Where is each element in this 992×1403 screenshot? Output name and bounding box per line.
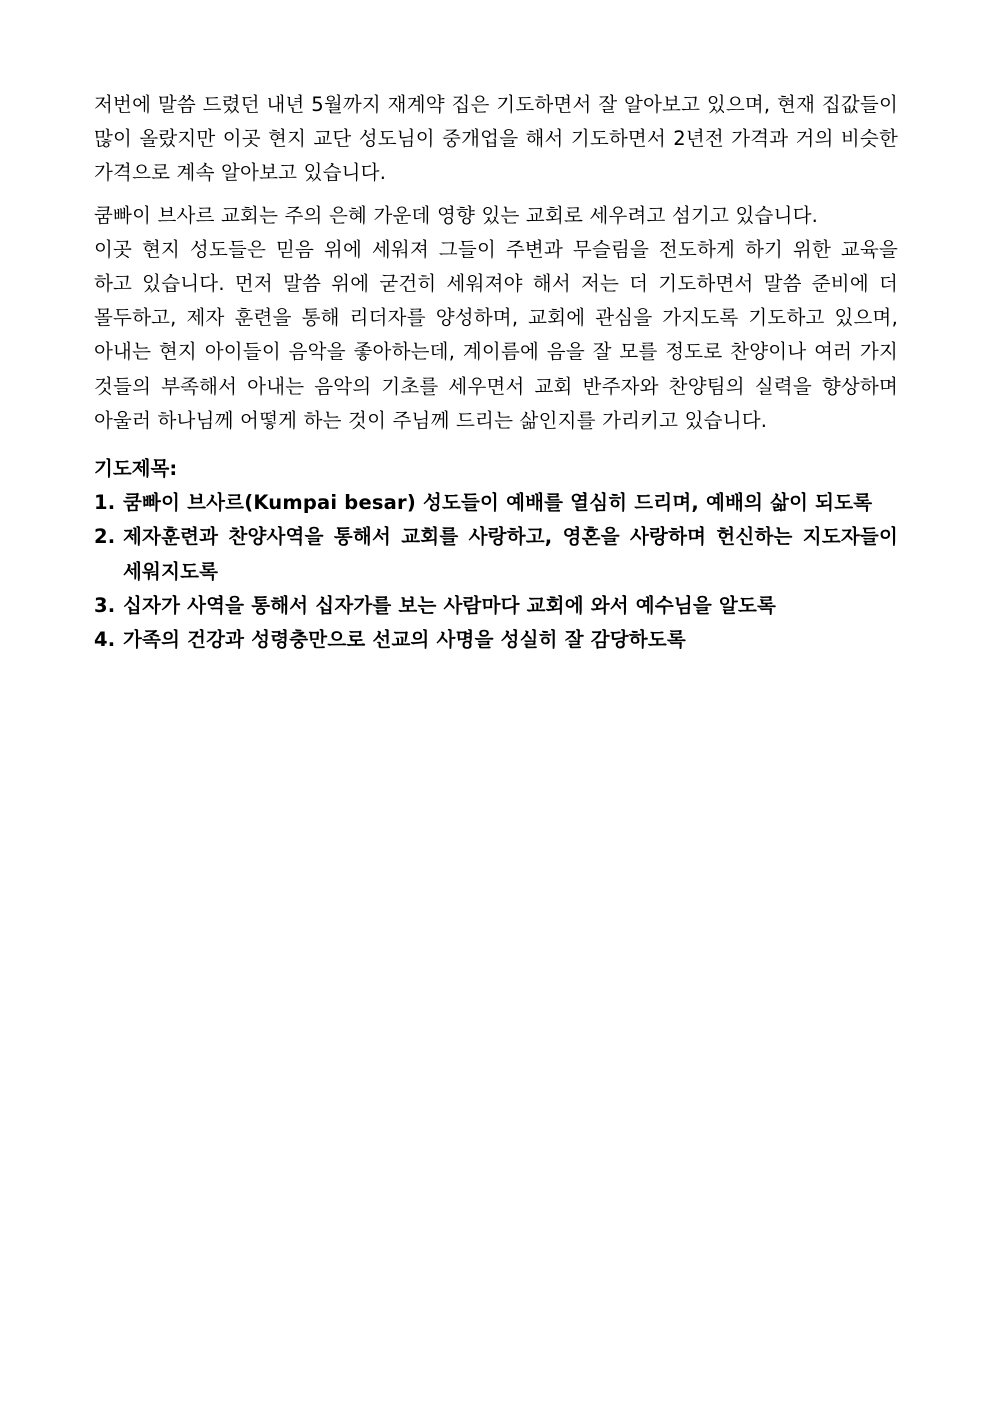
paragraph-housing: 저번에 말씀 드렸던 내년 5월까지 재계약 집은 기도하면서 잘 알아보고 있으며, 현재 집값들이 많이 올랐지만 이곳 현지 교단 성도님이 중개업을 해서 기도하면서 2년전 가격과 거의 비슷한 가격으로 계속 알아보고 있습니다. <box>94 93 898 185</box>
prayer-item <box>94 589 898 623</box>
prayer-item-text: 쿰빠이 브사르(Kumpai besar) 성도들이 예배를 열심히 드리며, 예배의 삶이 되도록 <box>123 491 873 515</box>
prayer-list <box>94 486 898 657</box>
prayer-item-number: 1. <box>94 491 116 515</box>
document-page <box>94 88 898 657</box>
paragraph-church: 쿰빠이 브사르 교회는 주의 은혜 가운데 영향 있는 교회로 세우려고 섬기고 있습니다. <box>94 203 819 227</box>
prayer-item <box>94 520 898 588</box>
prayer-item-number: 4. <box>94 628 116 652</box>
prayer-item-text: 제자훈련과 찬양사역을 통해서 교회를 사랑하고, 영혼을 사랑하며 헌신하는 지도자들이 세워지도록 <box>123 525 898 583</box>
prayer-item-text: 십자가 사역을 통해서 십자가를 보는 사람마다 교회에 와서 예수님을 알도록 <box>123 593 777 617</box>
prayer-title: 기도제목: <box>94 457 178 481</box>
prayer-item <box>94 486 898 520</box>
paragraph-education: 이곳 현지 성도들은 믿음 위에 세워져 그들이 주변과 무슬림을 전도하게 하기 위한 교육을 하고 있습니다. 먼저 말씀 위에 굳건히 세워져야 해서 저는 더 기도하면서 말씀 준비에 더 몰두하고, 제자 훈련을 통해 리더자를 양성하며, 교회에 관심을 가지도록 기도하고 있으며, 아내는 현지 아이들이 음악을 좋아하는데, 계이름에 음을 잘 모를 정도로 찬양이나 여러 가지 것들의 부족해서 아내는 음악의 기초를 세우면서 교회 반주자와 찬양팀의 실력을 향상하며 아울러 하나님께 어떻게 하는 것이 주님께 드리는 삶인지를 가리키고 있습니다. <box>94 237 898 432</box>
prayer-item <box>94 623 898 657</box>
prayer-item-number: 2. <box>94 525 116 549</box>
prayer-item-number: 3. <box>94 593 116 617</box>
prayer-item-text: 가족의 건강과 성령충만으로 선교의 사명을 성실히 잘 감당하도록 <box>123 628 686 652</box>
